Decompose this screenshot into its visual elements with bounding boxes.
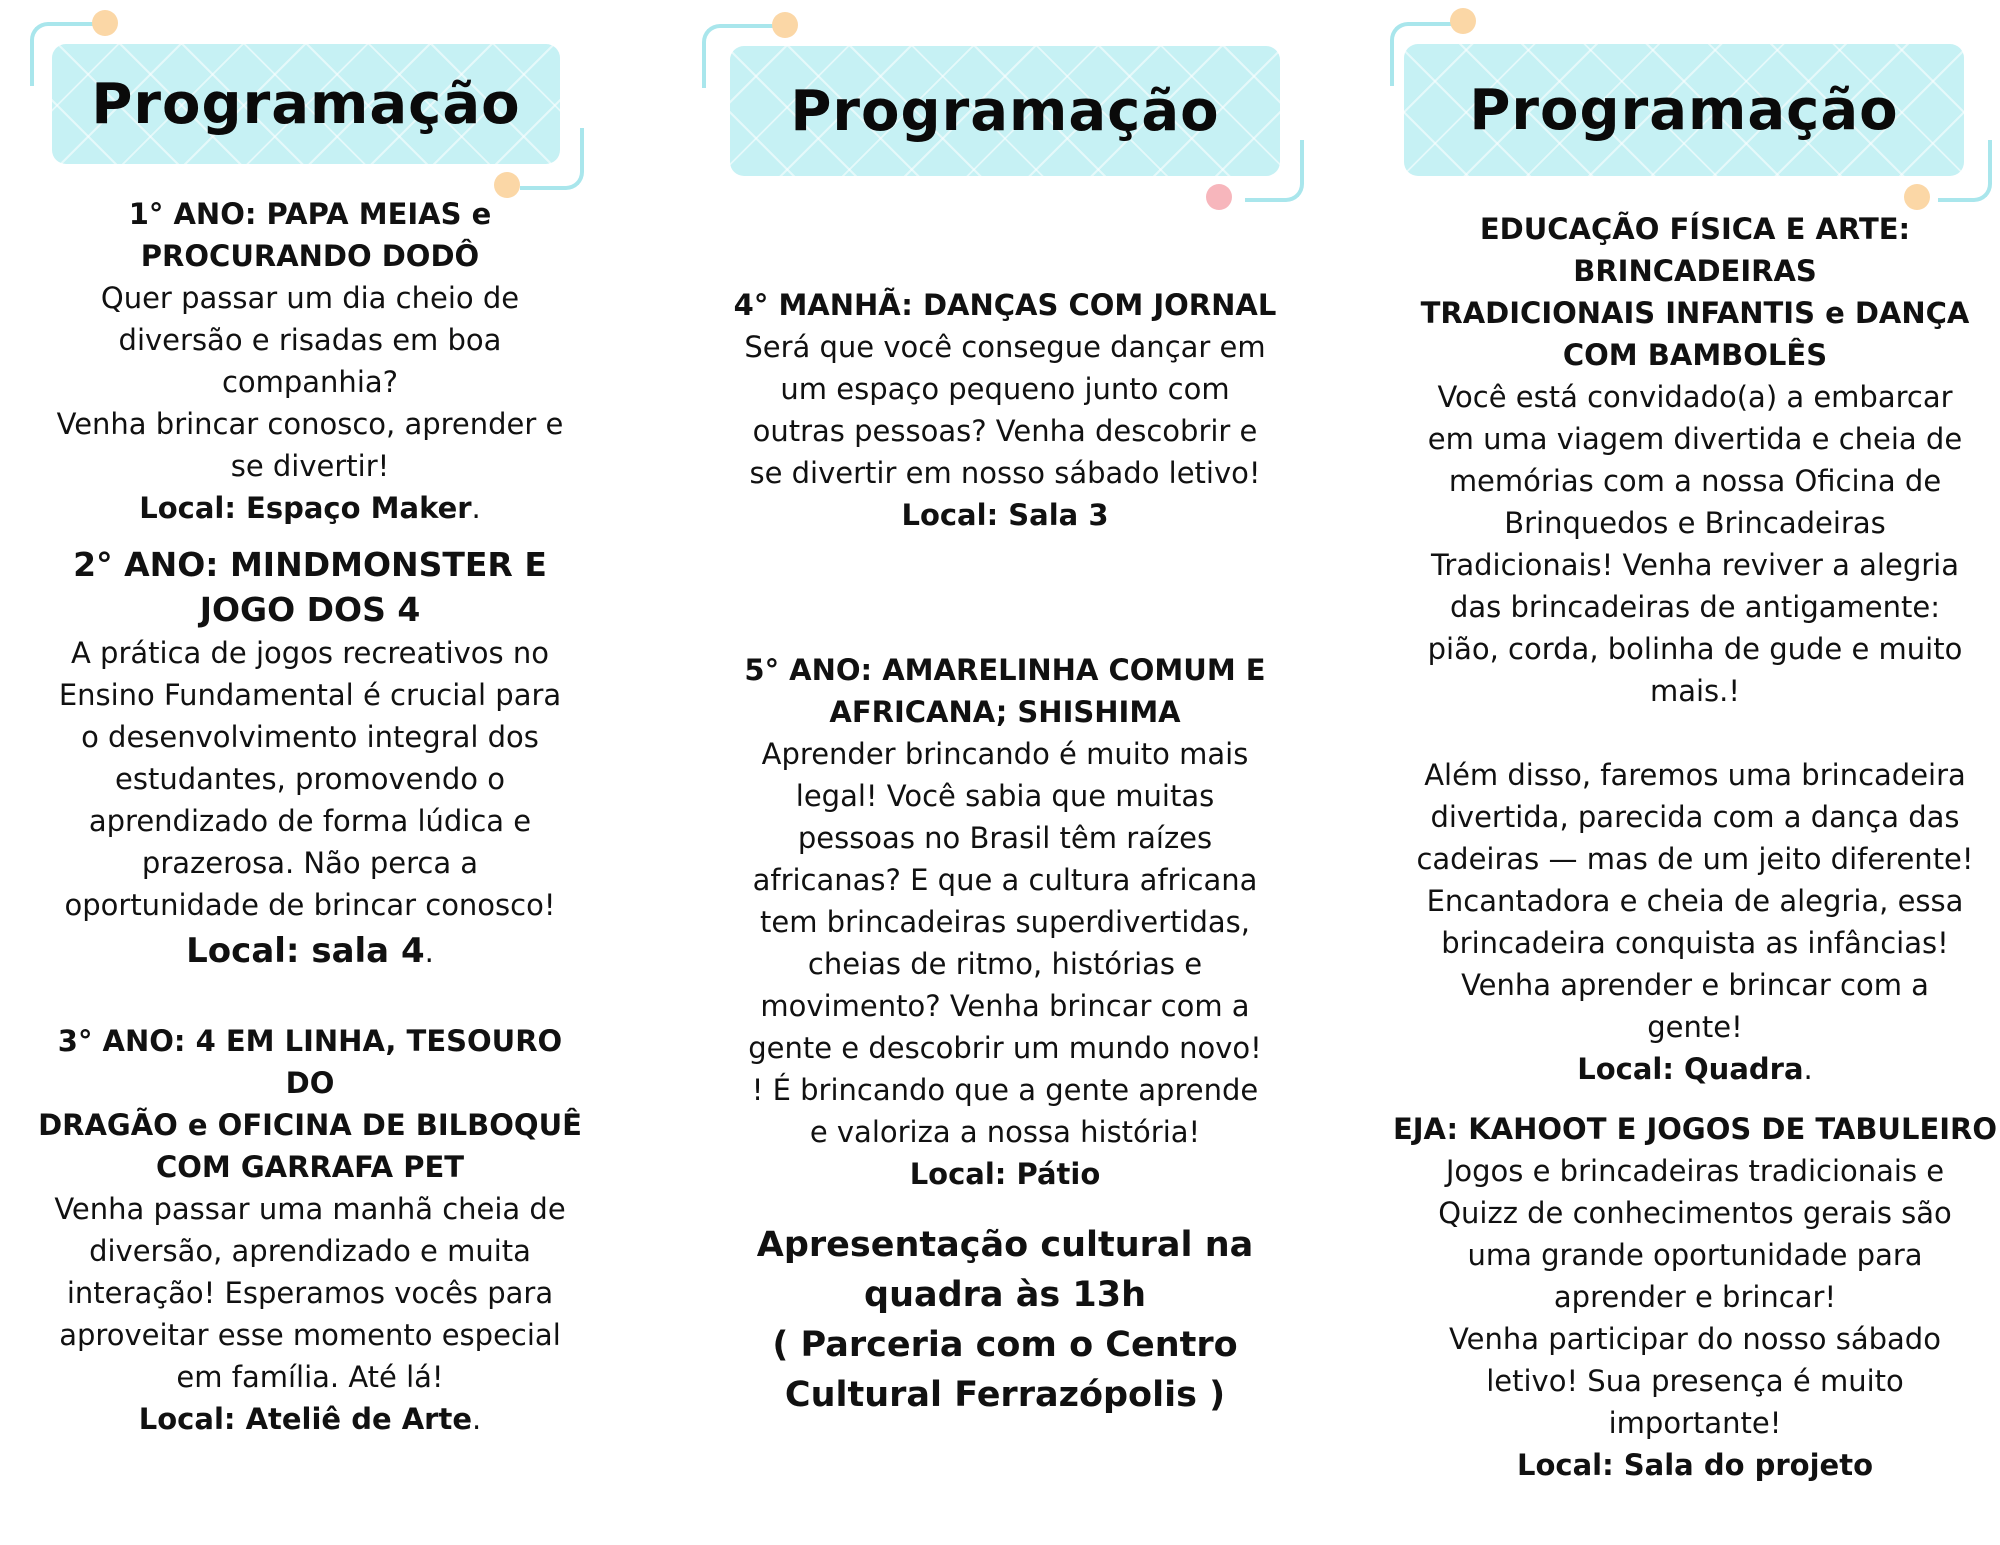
section-title: EDUCAÇÃO FÍSICA E ARTE: BRINCADEIRAS TRADICIONAIS INFANTIS e DANÇA COM BAMBOLÊS (1420, 212, 1970, 372)
banner-1 (0, 0, 600, 220)
section-body: Venha passar uma manhã cheia de diversão, aprendizado e muita interação! Esperamos vocês para aproveitar esse momento especial em família. Até lá! (54, 1192, 566, 1394)
section-body: A prática de jogos recreativos no Ensino Fundamental é crucial para o desenvolvimento integral dos estudantes, promovendo o aprendizado de forma lúdica e prazerosa. Não perca a oportunidade de brincar conosco! (58, 636, 562, 922)
section-title: 1° ANO: PAPA MEIAS e PROCURANDO DODÔ (128, 197, 492, 273)
cultural-presentation-note: Apresentação cultural na quadra às 13h ( Parceria com o Centro Cultural Ferrazópolis ) (756, 1225, 1254, 1415)
banner-title: Programação (790, 78, 1220, 144)
section-body: Jogos e brincadeiras tradicionais e Quizz de conhecimentos gerais são uma grande oportunidade para aprender e brincar! Venha participar do nosso sábado letivo! Sua presença é muito importante! (1438, 1154, 1952, 1440)
section-location: Local: Espaço Maker. (139, 491, 481, 525)
banner-2 (700, 0, 1300, 220)
section-title: 4° MANHÃ: DANÇAS COM JORNAL (733, 288, 1277, 322)
banner-title: Programação (91, 71, 521, 137)
section-location: Local: Sala do projeto (1516, 1448, 1873, 1482)
banner-3 (1390, 0, 1990, 220)
banner-deco-line-bottom (520, 128, 584, 190)
section-4th-morning (720, 284, 1290, 536)
banner-deco-line-bottom (1245, 140, 1304, 202)
banner-box (1404, 44, 1964, 176)
banner-deco-dot (772, 12, 798, 38)
section-3rd-year (30, 1020, 590, 1440)
section-body: Será que você consegue dançar em um espaço pequeno junto com outras pessoas? Venha descobrir e se divertir em nosso sábado letivo! (744, 330, 1266, 490)
section-2nd-year (30, 542, 590, 977)
section-location: Local: Ateliê de Arte. (138, 1402, 482, 1436)
column-3 (1390, 0, 1998, 1545)
section-title: 3° ANO: 4 EM LINHA, TESOURO DO DRAGÃO e OFICINA DE BILBOQUÊ COM GARRAFA PET (38, 1024, 582, 1184)
section-title: 5° ANO: AMARELINHA COMUM E AFRICANA; SHISHIMA (744, 653, 1266, 729)
section-location: Local: sala 4. (186, 931, 434, 971)
section-body: Aprender brincando é muito mais legal! Você sabia que muitas pessoas no Brasil têm raízes africanas? E que a cultura africana tem brincadeiras superdivertidas, cheias de ritmo, histórias e movimento? Venha brincar com a gente e descobrir um mundo novo! ! É brincando que a gente aprende e valoriza a nossa história! (748, 737, 1262, 1149)
section-location: Local: Sala 3 (901, 498, 1109, 532)
section-5th-year (720, 649, 1290, 1195)
banner-title: Programação (1469, 77, 1899, 143)
banner-box (730, 46, 1280, 176)
section-eja (1390, 1108, 2000, 1486)
section-physical-education-art (1390, 208, 2000, 1090)
section-location: Local: Quadra. (1577, 1052, 1813, 1086)
banner-deco-dot (1206, 184, 1232, 210)
section-body: Você está convidado(a) a embarcar em uma viagem divertida e cheia de memórias com a nossa Oficina de Brinquedos e Brincadeiras Tradicionais! Venha reviver a alegria das brincadeiras de antigamente: pião, corda, bolinha de gude e muito mais.! Além disso, faremos uma brincadeira divertida, parecida com a dança das cadeiras — mas de um jeito diferente! Encantadora e cheia de alegria, essa brincadeira conquista as infâncias! Venha aprender e brincar com a gente! (1416, 380, 1974, 1044)
column-1 (0, 0, 600, 1545)
banner-box (52, 44, 560, 164)
section-title: 2° ANO: MINDMONSTER E JOGO DOS 4 (73, 545, 547, 629)
banner-deco-dot (1450, 8, 1476, 34)
banner-deco-dot (92, 10, 118, 36)
section-location: Local: Pátio (909, 1157, 1101, 1191)
banner-deco-dot (1904, 184, 1930, 210)
banner-deco-line-bottom (1938, 140, 1992, 202)
section-1st-year (30, 193, 590, 529)
column-2 (700, 0, 1300, 1545)
section-body: Quer passar um dia cheio de diversão e risadas em boa companhia? Venha brincar conosco, aprender e se divertir! (56, 281, 564, 483)
section-title: EJA: KAHOOT E JOGOS DE TABULEIRO (1392, 1112, 1998, 1146)
